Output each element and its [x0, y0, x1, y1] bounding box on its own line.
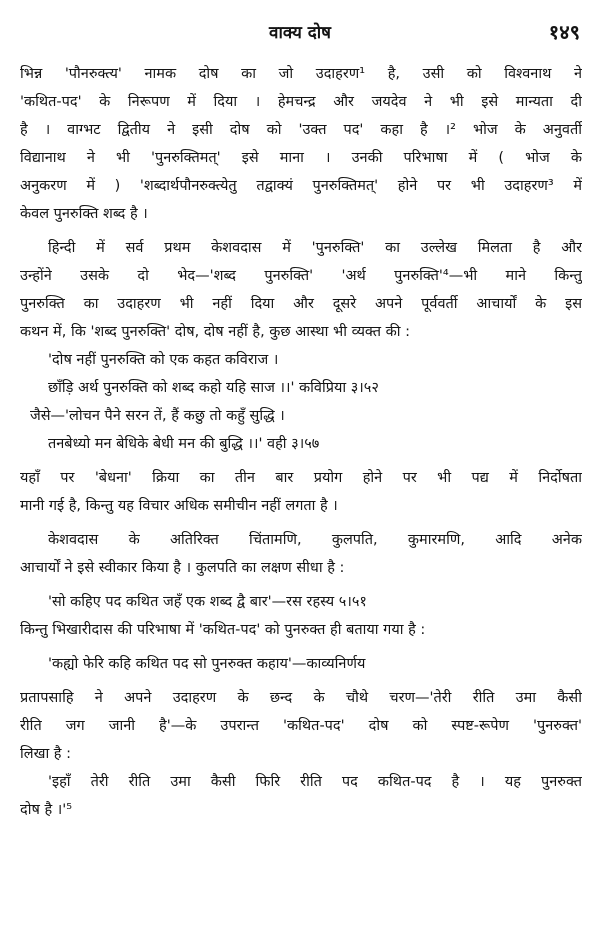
- text-line: हिन्दी में सर्व प्रथम केशवदास में 'पुनरुक्ति' का उल्लेख मिलता है और: [48, 240, 582, 256]
- text-line: है । वाग्भट द्वितीय ने इसी दोष को 'उक्त पद' कहा है ।² भोज के अनुवर्ती: [20, 122, 582, 138]
- verse-line: तनबेध्यो मन बेधिके बेधी मन की बुद्धि ।।' वही ३।५७: [48, 436, 320, 452]
- quote-line: 'कह्यो फेरि कहि कथित पद सो पुनरुक्त कहाय'—काव्यनिर्णय: [48, 656, 366, 672]
- text-line: मानी गई है, किन्तु यह विचार अधिक समीचीन नहीं लगता है ।: [20, 498, 338, 514]
- page-number: १४९: [548, 20, 580, 44]
- text-line: आचार्यों ने इसे स्वीकार किया है । कुलपति का लक्षण सीधा है :: [20, 560, 345, 576]
- running-title: वाक्य दोष: [269, 23, 331, 43]
- text-line: पुनरुक्ति का उदाहरण भी नहीं दिया और दूसरे अपने पूर्ववर्ती आचार्यों के इस: [20, 296, 582, 312]
- text-line: अनुकरण में ) 'शब्दार्थपौनरुक्त्येतु तद्वाक्यं पुनरुक्तिमत्' होने पर भी उदाहरण³ में: [20, 178, 582, 194]
- text-line: लिखा है :: [20, 746, 72, 762]
- text-line: यहाँ पर 'बेधना' क्रिया का तीन बार प्रयोग होने पर भी पद्य में निर्दोषता: [20, 470, 582, 486]
- text-line: उन्होंने उसके दो भेद—'शब्द पुनरुक्ति' 'अर्थ पुनरुक्ति'⁴—भी माने किन्तु: [20, 268, 582, 284]
- text-line: प्रतापसाहि ने अपने उदाहरण के छन्द के चौथे चरण—'तेरी रीति उमा कैसी: [20, 690, 582, 706]
- verse-line: 'दोष नहीं पुनरुक्ति को एक कहत कविराज ।: [48, 352, 279, 368]
- text-line: विद्यानाथ ने भी 'पुनरुक्तिमत्' इसे माना । उनकी परिभाषा में ( भोज के: [20, 150, 582, 166]
- page-header: [0, 18, 600, 48]
- text-line: भिन्न 'पौनरुक्त्य' नामक दोष का जो उदाहरण¹ है, उसी को विश्वनाथ ने: [20, 66, 582, 82]
- verse-line: जैसे—'लोचन पैने सरन तें, हैं कछु तो कहुँ सुद्धि ।: [30, 408, 285, 424]
- quote-line: 'इहाँ तेरी रीति उमा कैसी फिरि रीति पद कथित-पद है । यह पुनरुक्त: [48, 774, 582, 790]
- text-line: रीति जग जानी है'—के उपरान्त 'कथित-पद' दोष को स्पष्ट-रूपेण 'पुनरुक्त': [20, 718, 582, 734]
- text-line: केवल पुनरुक्ति शब्द है ।: [20, 206, 148, 222]
- text-line: कथन में, कि 'शब्द पुनरुक्ति' दोष, दोष नहीं है, कुछ आस्था भी व्यक्त की :: [20, 324, 410, 340]
- text-line: केशवदास के अतिरिक्त चिंतामणि, कुलपति, कुमारमणि, आदि अनेक: [48, 532, 582, 548]
- text-line: किन्तु भिखारीदास की परिभाषा में 'कथित-पद' को पुनरुक्त ही बताया गया है :: [20, 622, 426, 638]
- quote-line: 'सो कहिए पद कथित जहँ एक शब्द द्वै बार'—रस रहस्य ५।५१: [48, 594, 367, 610]
- text-line: दोष है ।'⁵: [20, 802, 73, 818]
- text-line: 'कथित-पद' के निरूपण में दिया । हेमचन्द्र और जयदेव ने भी इसे मान्यता दी: [20, 94, 582, 110]
- page-body: [20, 60, 582, 824]
- verse-line: छाँड़ि अर्थ पुनरुक्ति को शब्द कहो यहि साज ।।' कविप्रिया ३।५२: [48, 380, 379, 396]
